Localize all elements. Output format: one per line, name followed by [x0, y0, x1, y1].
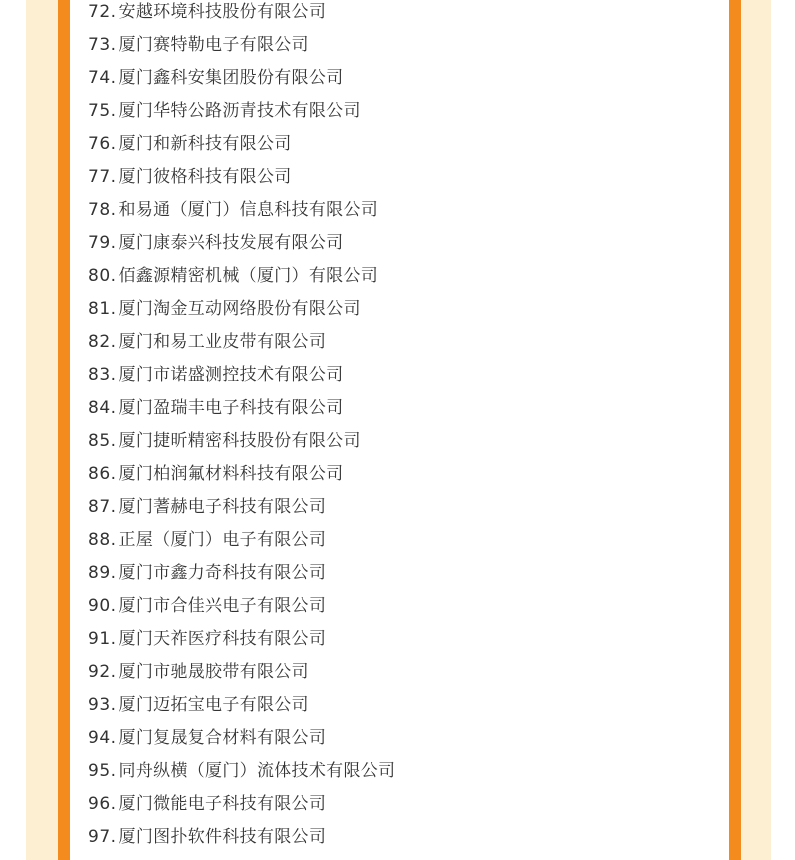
- company-name: 厦门鑫科安集团股份有限公司: [118, 68, 344, 88]
- item-number: 88.: [88, 530, 117, 550]
- item-number: 84.: [88, 398, 117, 418]
- list-item: [88, 821, 395, 854]
- company-name: 安越环境科技股份有限公司: [118, 2, 327, 22]
- item-number: 95.: [88, 761, 117, 781]
- company-name: 厦门彼格科技有限公司: [118, 167, 292, 187]
- item-number: 92.: [88, 662, 117, 682]
- list-item: [88, 425, 395, 458]
- item-number: 86.: [88, 464, 117, 484]
- list-item: [88, 392, 395, 425]
- right-accent-bar: [729, 0, 741, 860]
- list-item: [88, 128, 395, 161]
- company-name: 佰鑫源精密机械（厦门）有限公司: [118, 266, 379, 286]
- list-item: [88, 0, 395, 29]
- item-number: 77.: [88, 167, 117, 187]
- list-item: [88, 29, 395, 62]
- list-item: [88, 458, 395, 491]
- company-name: 厦门天祚医疗科技有限公司: [118, 629, 327, 649]
- item-number: 76.: [88, 134, 117, 154]
- company-name: 厦门捷昕精密科技股份有限公司: [118, 431, 361, 451]
- item-number: 93.: [88, 695, 117, 715]
- list-item: [88, 788, 395, 821]
- item-number: 89.: [88, 563, 117, 583]
- item-number: 72.: [88, 2, 117, 22]
- list-item: [88, 656, 395, 689]
- list-item: [88, 491, 395, 524]
- item-number: 73.: [88, 35, 117, 55]
- item-number: 79.: [88, 233, 117, 253]
- list-item: [88, 260, 395, 293]
- item-number: 85.: [88, 431, 117, 451]
- company-list: [88, 0, 395, 854]
- list-item: [88, 689, 395, 722]
- company-name: 厦门图扑软件科技有限公司: [118, 827, 327, 847]
- item-number: 97.: [88, 827, 117, 847]
- list-item: [88, 590, 395, 623]
- list-item: [88, 557, 395, 590]
- list-item: [88, 755, 395, 788]
- company-name: 厦门市驰晟胶带有限公司: [118, 662, 309, 682]
- list-item: [88, 62, 395, 95]
- company-name: 厦门迈拓宝电子有限公司: [118, 695, 309, 715]
- list-item: [88, 623, 395, 656]
- company-name: 厦门复晟复合材料有限公司: [118, 728, 327, 748]
- list-item: [88, 95, 395, 128]
- company-name: 和易通（厦门）信息科技有限公司: [118, 200, 379, 220]
- item-number: 81.: [88, 299, 117, 319]
- item-number: 82.: [88, 332, 117, 352]
- company-name: 厦门淘金互动网络股份有限公司: [118, 299, 361, 319]
- item-number: 87.: [88, 497, 117, 517]
- company-name: 厦门华特公路沥青技术有限公司: [118, 101, 361, 121]
- list-item: [88, 227, 395, 260]
- company-name: 厦门盈瑞丰电子科技有限公司: [118, 398, 344, 418]
- list-item: [88, 359, 395, 392]
- company-name: 厦门蓍赫电子科技有限公司: [118, 497, 327, 517]
- company-name: 厦门和新科技有限公司: [118, 134, 292, 154]
- list-item: [88, 524, 395, 557]
- list-item: [88, 161, 395, 194]
- list-item: [88, 326, 395, 359]
- company-name: 厦门微能电子科技有限公司: [118, 794, 327, 814]
- company-name: 厦门市合佳兴电子有限公司: [118, 596, 327, 616]
- company-name: 同舟纵横（厦门）流体技术有限公司: [118, 761, 396, 781]
- company-name: 厦门柏润氟材料科技有限公司: [118, 464, 344, 484]
- item-number: 78.: [88, 200, 117, 220]
- company-name: 正屋（厦门）电子有限公司: [118, 530, 327, 550]
- item-number: 96.: [88, 794, 117, 814]
- company-name: 厦门市诺盛测控技术有限公司: [118, 365, 344, 385]
- list-item: [88, 293, 395, 326]
- list-item: [88, 722, 395, 755]
- item-number: 74.: [88, 68, 117, 88]
- item-number: 75.: [88, 101, 117, 121]
- company-name: 厦门市鑫力奇科技有限公司: [118, 563, 327, 583]
- company-name: 厦门和易工业皮带有限公司: [118, 332, 327, 352]
- list-item: [88, 194, 395, 227]
- left-accent-bar: [58, 0, 70, 860]
- item-number: 94.: [88, 728, 117, 748]
- item-number: 91.: [88, 629, 117, 649]
- item-number: 90.: [88, 596, 117, 616]
- item-number: 83.: [88, 365, 117, 385]
- item-number: 80.: [88, 266, 117, 286]
- company-name: 厦门康泰兴科技发展有限公司: [118, 233, 344, 253]
- company-name: 厦门赛特勒电子有限公司: [118, 35, 309, 55]
